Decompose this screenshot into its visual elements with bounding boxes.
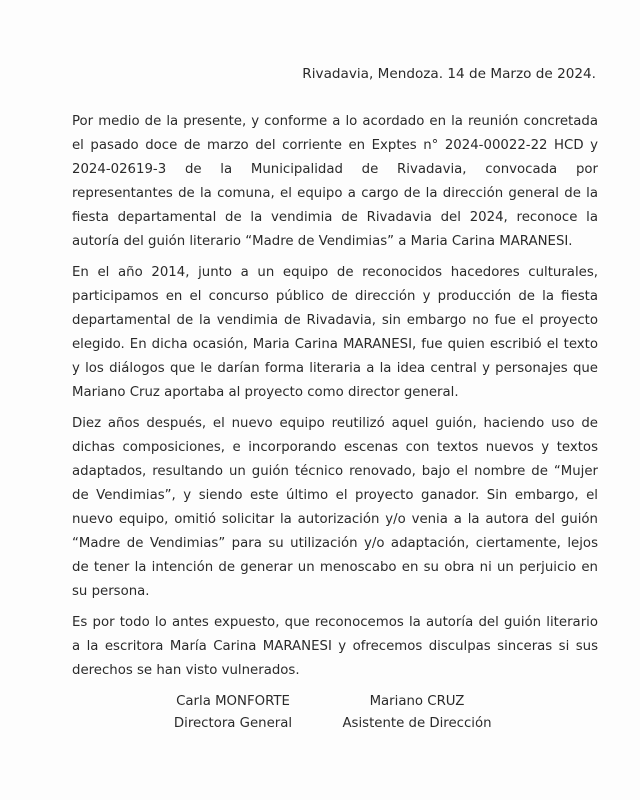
signature-left bbox=[163, 691, 303, 735]
signatory-name: Mariano CRUZ bbox=[369, 694, 465, 709]
paragraph-4: Es por todo lo antes expuesto, que reconocemos la autoría del guión literario a la escritora María Carina MARANESI y ofrecemos disculpas sinceras si sus derechos se han visto vulnerados. bbox=[72, 615, 598, 678]
letter-body bbox=[72, 110, 598, 690]
paragraph-1: Por medio de la presente, y conforme a lo acordado en la reunión concretada el pasado doce de marzo del corriente en Exptes n° 2024-00022-22 HCD y 2024-02619-3 de la Municipalidad de Rivadavia, convocada por representantes de la comuna, el equipo a cargo de la dirección general de la fiesta departamental de la vendimia de Rivadavia del 2024, reconoce la autoría del guión literario “Madre de Vendimias” a Maria Carina MARANESI. bbox=[72, 114, 598, 249]
signature-block bbox=[0, 691, 640, 741]
signatory-name: Carla MONFORTE bbox=[176, 694, 290, 709]
paragraph-3: Diez años después, el nuevo equipo reutilizó aquel guión, haciendo uso de dichas composiciones, e incorporando escenas con textos nuevos y textos adaptados, resultando un guión técnico renovado, bajo el nombre de “Mujer de Vendimias”, y siendo este último el proyecto ganador. Sin embargo, el nuevo equipo, omitió solicitar la autorización y/o venia a la autora del guión “Madre de Vendimias” para su utilización y/o adaptación, ciertamente, lejos de tener la intención de generar un menoscabo en su obra ni un perjuicio en su persona. bbox=[72, 416, 598, 599]
date-line: Rivadavia, Mendoza. 14 de Marzo de 2024. bbox=[302, 66, 596, 82]
paragraph-2: En el año 2014, junto a un equipo de reconocidos hacedores culturales, participamos en el concurso público de dirección y producción de la fiesta departamental de la vendimia de Rivadavia, sin embargo no fue el proyecto elegido. En dicha ocasión, Maria Carina MARANESI, fue quien escribió el texto y los diálogos que le darían forma literaria a la idea central y personajes que Mariano Cruz aportaba al proyecto como director general. bbox=[72, 265, 598, 400]
signatory-role: Asistente de Dirección bbox=[342, 716, 492, 731]
signatory-role: Directora General bbox=[173, 716, 293, 731]
signature-right bbox=[334, 691, 500, 735]
